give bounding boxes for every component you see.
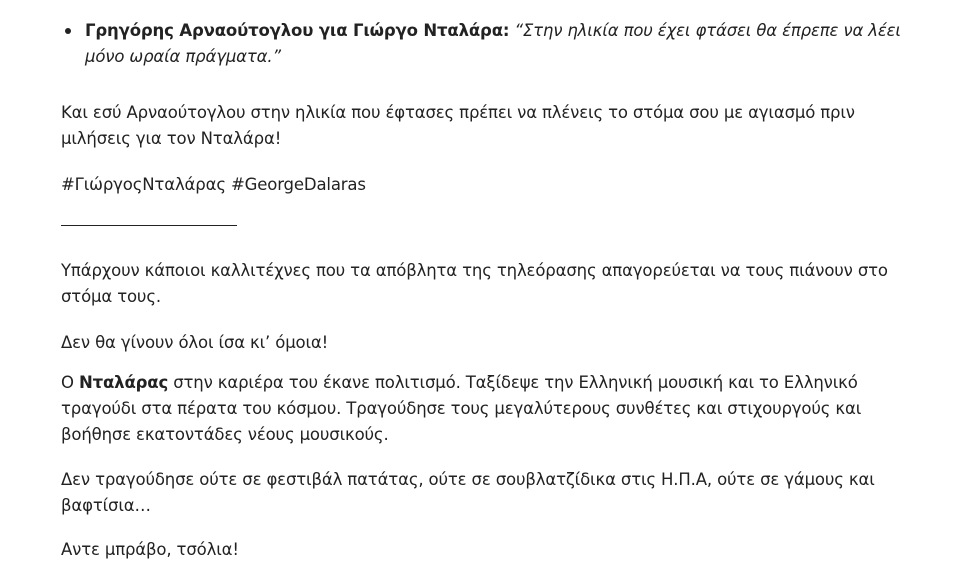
divider-line [61, 225, 237, 226]
career-prefix: Ο [61, 373, 79, 392]
career-name: Νταλάρας [78, 373, 169, 392]
bullet-icon [65, 28, 71, 34]
paragraph-career [61, 370, 921, 448]
paragraph-closing: Αντε μπράβο, τσόλια! [61, 540, 239, 559]
career-text: στην καριέρα του έκανε πολιτισμό. Ταξίδεψε την Ελληνική μουσική και το Ελληνικό τραγούδι στα πέρατα του κόσμου. Τραγούδησε τους μεγαλύτερους συνθέτες και στιχουργούς και βοήθησε εκατοντάδες νέους μουσικούς. [61, 373, 862, 444]
paragraph-artists: Υπάρχουν κάποιοι καλλιτέχνες που τα απόβλητα της τηλεόρασης απαγορεύεται να τους πιάνουν στο στόμα τους. [61, 261, 888, 306]
paragraph-not-equal: Δεν θα γίνουν όλοι ίσα κι’ όμοια! [61, 333, 329, 352]
quote-list-item [61, 18, 921, 70]
paragraph-festivals: Δεν τραγούδησε ούτε σε φεστιβάλ πατάτας, ούτε σε σουβλατζίδικα στις Η.Π.Α, ούτε σε γάμους και βαφτίσια… [61, 470, 875, 515]
quote-speaker: Γρηγόρης Αρναούτογλου για Γιώργο Νταλάρα: [85, 21, 510, 40]
quote-text: “Στην ηλικία που έχει φτάσει θα έπρεπε να λέει μόνο ωραία πράγματα.” [85, 21, 901, 66]
section-divider [61, 212, 921, 238]
paragraph-reply: Και εσύ Αρναούτογλου στην ηλικία που έφτασες πρέπει να πλένεις το στόμα σου με αγιασμό πριν μιλήσεις για τον Νταλάρα! [61, 103, 855, 148]
quote-list [61, 18, 921, 70]
hashtags: #ΓιώργοςΝταλάρας #GeorgeDalaras [61, 175, 366, 194]
